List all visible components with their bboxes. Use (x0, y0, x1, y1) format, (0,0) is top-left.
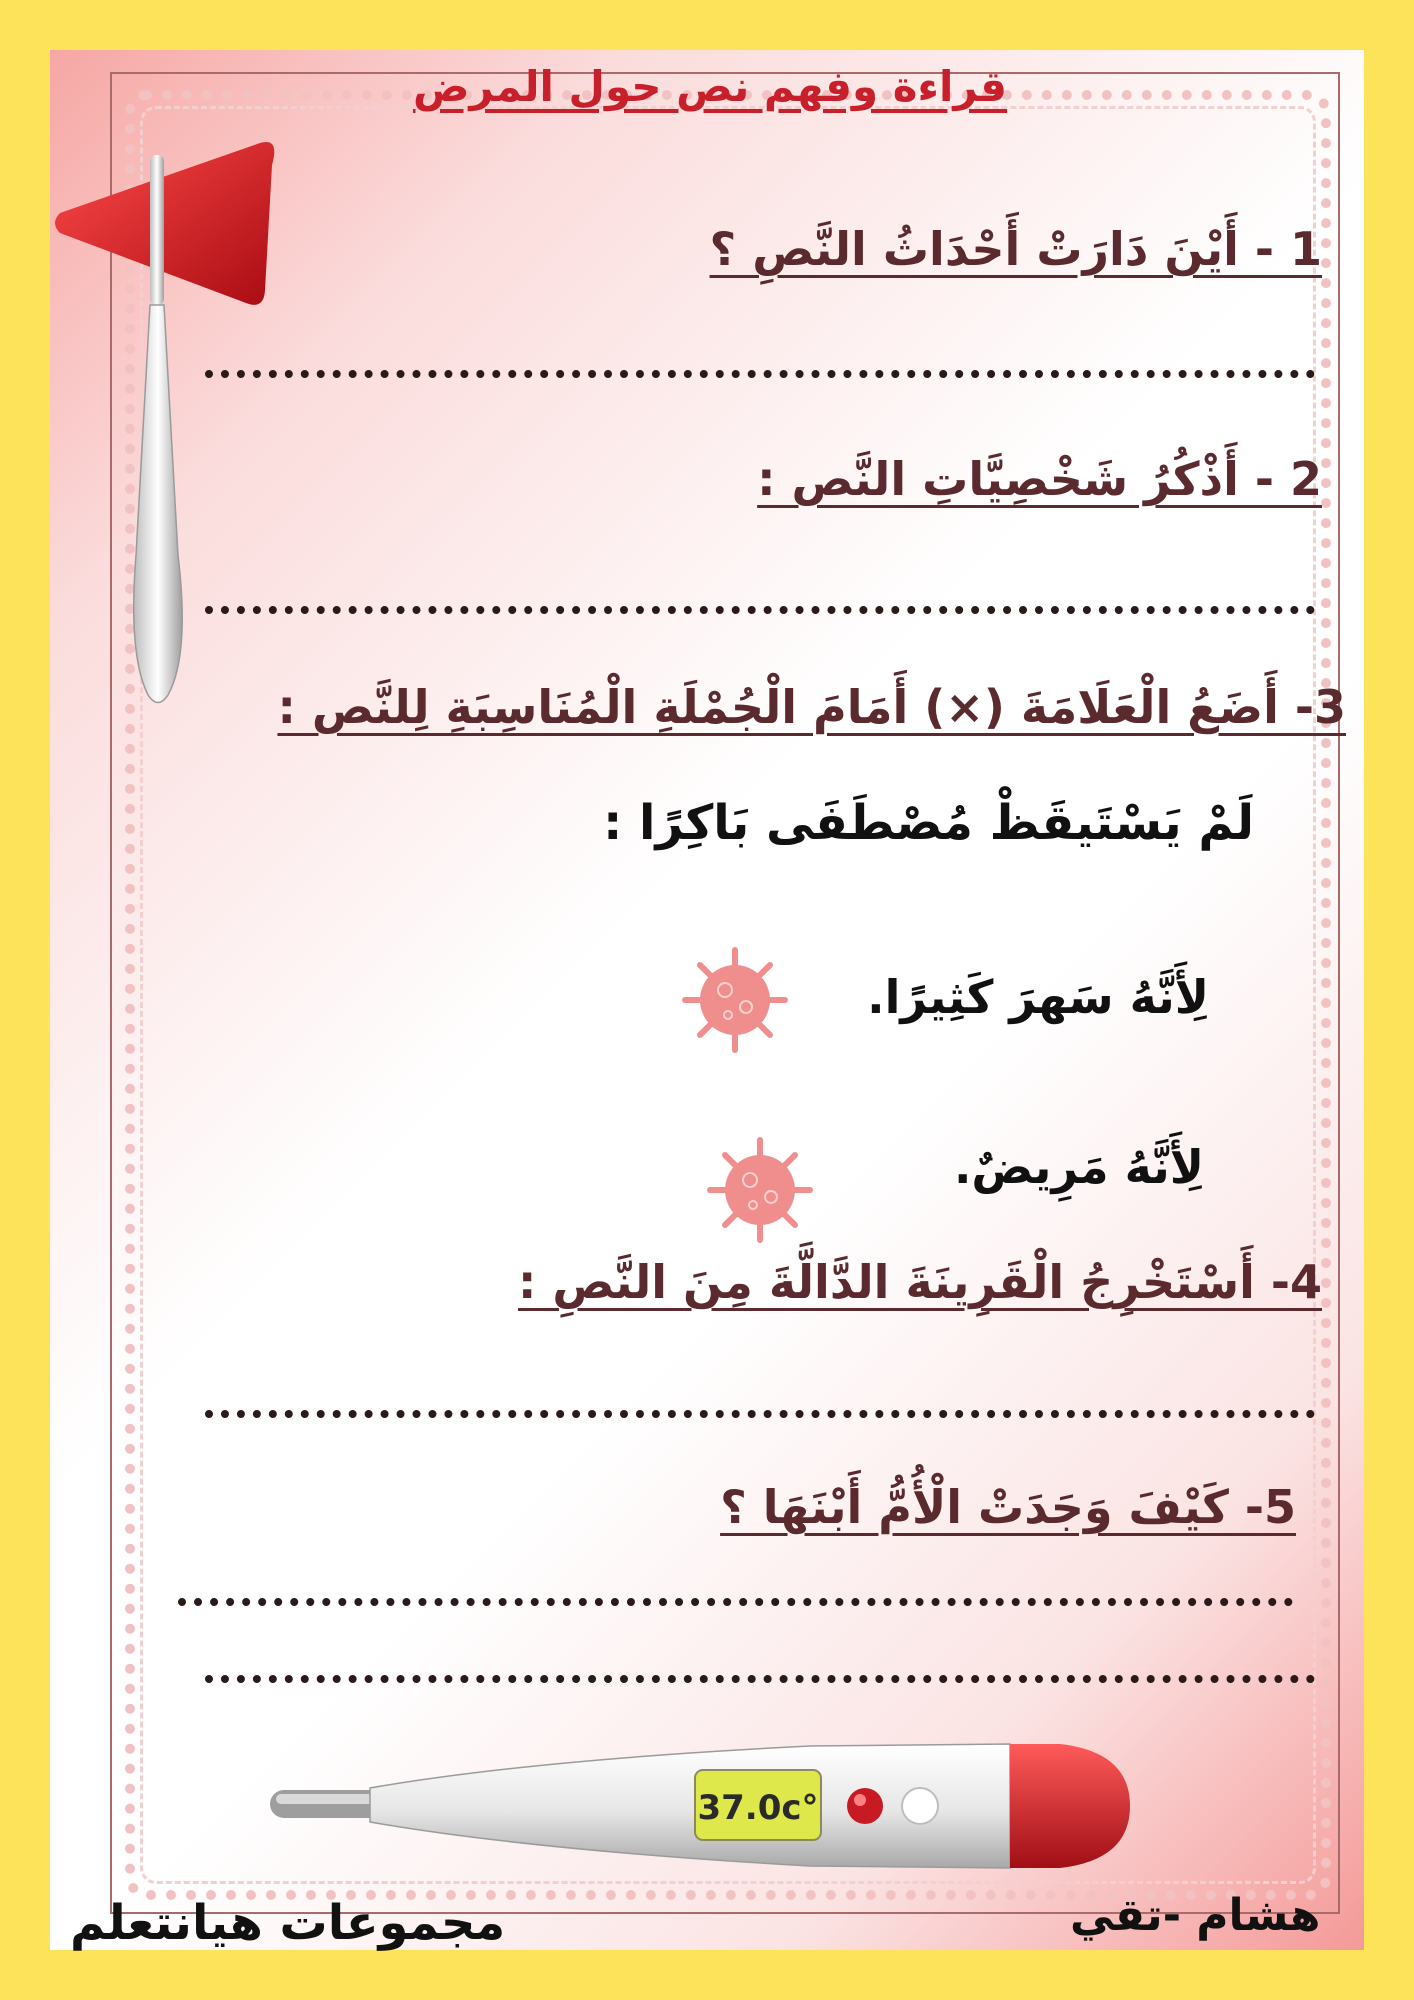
answer-line-2[interactable] (205, 606, 1315, 614)
answer-line-1[interactable] (205, 370, 1315, 378)
question-1: 1 - أَيْنَ دَارَتْ أَحْدَاثُ النَّصِ ؟ (709, 222, 1322, 276)
option-2-label: لِأَنَّهُ مَرِيضٌ. (953, 1140, 1204, 1194)
question-3: 3- أَضَعُ الْعَلَامَةَ (×) أَمَامَ الْجُمْلَةِ الْمُنَاسِبَةِ لِلنَّص : (277, 680, 1346, 734)
question-2: 2 - أَذْكُرُ شَخْصِيَّاتِ النَّص : (757, 452, 1322, 506)
question-3-sentence: لَمْ يَسْتَيقَظْ مُصْطَفَى بَاكِرًا : (603, 795, 1254, 851)
footer-group: مجموعات هيانتعلم (70, 1895, 506, 1951)
thermometer-icon (270, 1738, 1130, 1878)
virus-icon[interactable] (705, 1135, 815, 1245)
question-5: 5- كَيْفَ وَجَدَتْ الْأُمُّ أَبْنَهَا ؟ (720, 1480, 1296, 1534)
answer-line-5b[interactable] (205, 1675, 1315, 1683)
answer-line-5a[interactable] (178, 1598, 1293, 1606)
virus-icon[interactable] (680, 945, 790, 1055)
question-4: 4- أَسْتَخْرِجُ الْقَرِينَةَ الدَّالَّةَ مِنَ النَّصِ : (518, 1255, 1322, 1309)
option-1-label: لِأَنَّهُ سَهرَ كَثِيرًا. (867, 970, 1209, 1024)
answer-line-4[interactable] (205, 1410, 1315, 1418)
thermometer-reading: 37.0c° (697, 1788, 819, 1828)
reflex-hammer-icon (50, 135, 280, 710)
footer-author: هشام -تقي (1070, 1890, 1321, 1941)
worksheet-title: قراءة وفهم نص حول المرض (412, 62, 1008, 111)
